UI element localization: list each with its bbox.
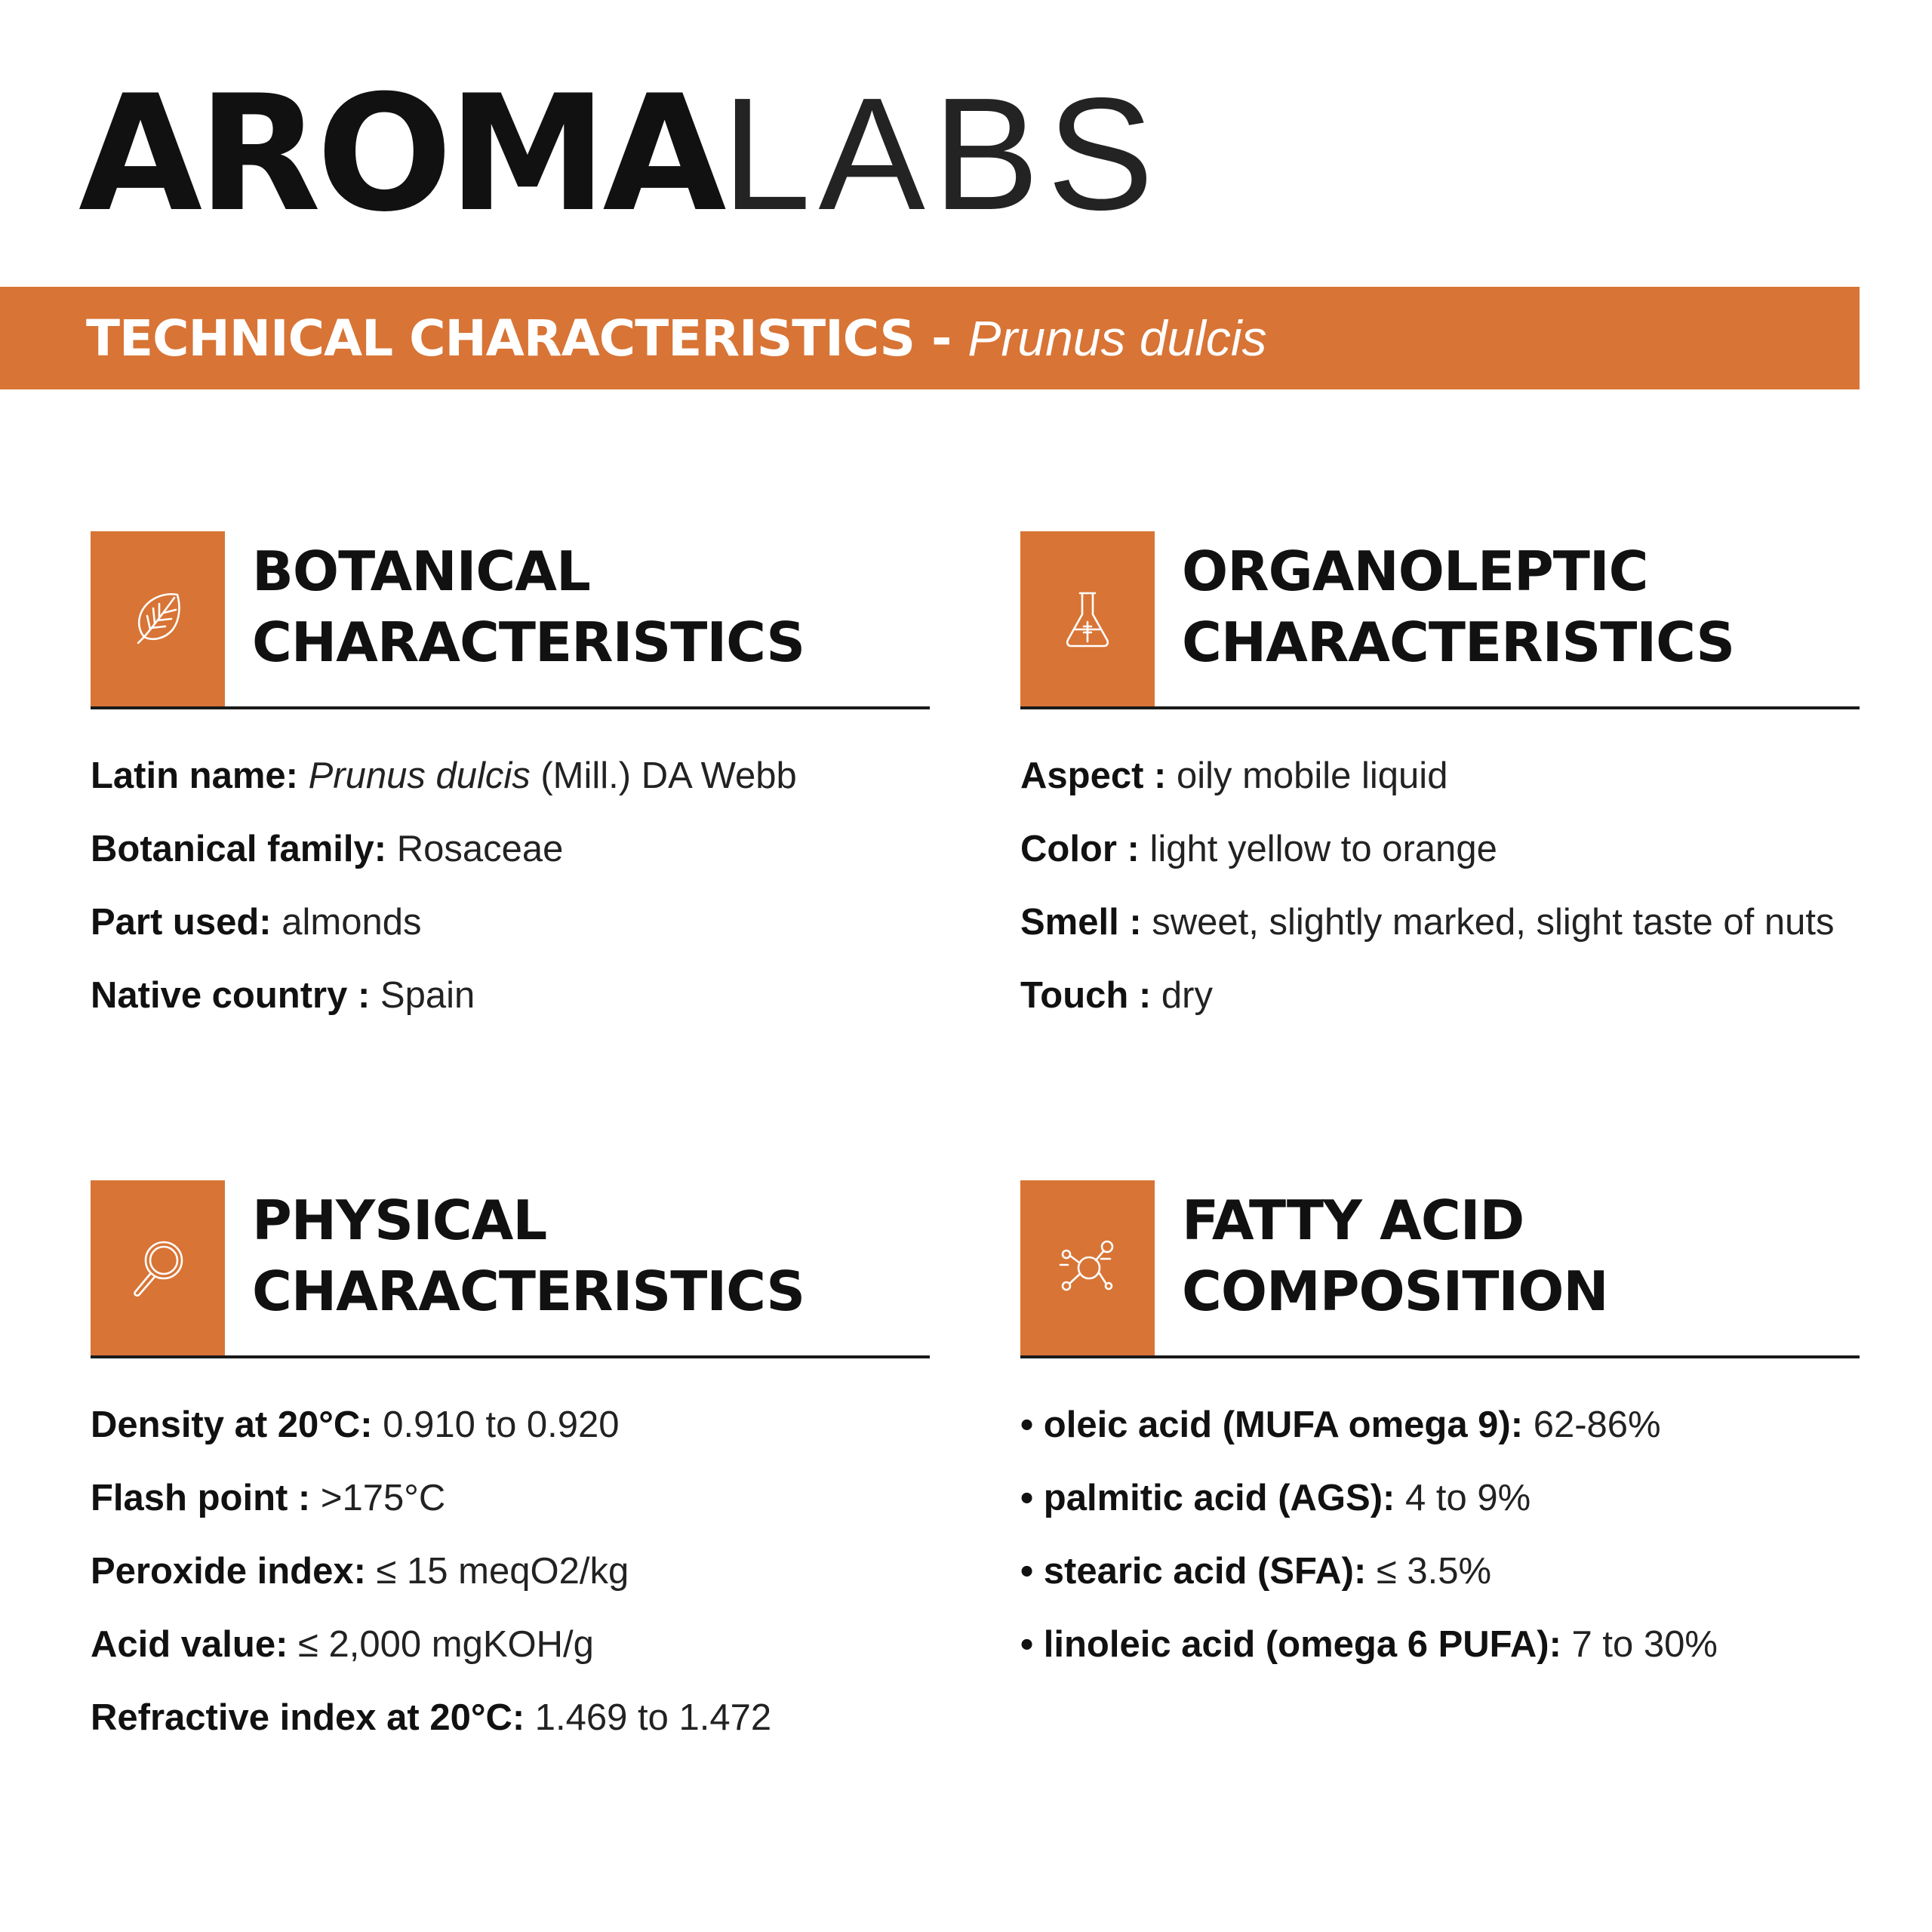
palmitic-acid-label: • palmitic acid (AGS): xyxy=(1020,1478,1405,1518)
title-banner xyxy=(0,287,1860,389)
flash-point-value: >175°C xyxy=(320,1478,446,1518)
refractive-index-value: 1.469 to 1.472 xyxy=(534,1697,772,1738)
botanical-icon-box xyxy=(91,531,225,706)
fatty-acid-rows xyxy=(1020,1389,1860,1681)
flask-icon xyxy=(1057,589,1118,649)
linoleic-acid-value: 7 to 30% xyxy=(1571,1624,1718,1665)
organoleptic-title xyxy=(1182,536,1734,678)
oleic-acid-label: • oleic acid (MUFA omega 9): xyxy=(1020,1404,1534,1445)
botanical-title-line1: BOTANICAL xyxy=(252,540,590,603)
stearic-acid-row xyxy=(1020,1535,1860,1608)
palmitic-acid-value: 4 to 9% xyxy=(1404,1478,1531,1518)
brand-logo-light: LABS xyxy=(721,64,1161,243)
fatty-acid-title xyxy=(1182,1185,1608,1327)
native-country-row xyxy=(91,959,930,1032)
latin-name-label: Latin name: xyxy=(91,755,309,796)
fatty-acid-section xyxy=(1020,1180,1860,1681)
acid-value-row xyxy=(91,1608,930,1681)
botanical-family-value: Rosaceae xyxy=(396,829,564,869)
brand-logo xyxy=(78,60,1161,247)
part-used-value: almonds xyxy=(281,902,422,943)
botanical-rows xyxy=(91,740,930,1032)
organoleptic-icon-box xyxy=(1020,531,1155,706)
aspect-value: oily mobile liquid xyxy=(1176,755,1448,796)
fatty-acid-icon-box xyxy=(1020,1180,1155,1355)
peroxide-index-row xyxy=(91,1535,930,1608)
touch-row xyxy=(1020,959,1860,1032)
botanical-title-line2: CHARACTERISTICS xyxy=(252,611,805,674)
botanical-family-label: Botanical family: xyxy=(91,829,397,869)
smell-label: Smell : xyxy=(1020,902,1152,943)
part-used-row xyxy=(91,886,930,959)
physical-icon-box xyxy=(91,1180,225,1355)
oleic-acid-value: 62-86% xyxy=(1533,1404,1661,1445)
leaf-icon xyxy=(128,589,188,649)
touch-label: Touch : xyxy=(1020,975,1161,1016)
physical-title-line1: PHYSICAL xyxy=(252,1189,547,1252)
organoleptic-title-line1: ORGANOLEPTIC xyxy=(1182,540,1648,603)
botanical-header xyxy=(91,531,930,709)
density-row xyxy=(91,1389,930,1462)
organoleptic-rows xyxy=(1020,740,1860,1032)
density-value: 0.910 to 0.920 xyxy=(383,1404,620,1445)
aspect-row xyxy=(1020,740,1860,813)
physical-header xyxy=(91,1180,930,1358)
fatty-acid-header xyxy=(1020,1180,1860,1358)
organoleptic-section xyxy=(1020,531,1860,1032)
flash-point-label: Flash point : xyxy=(91,1478,321,1518)
botanical-title xyxy=(252,536,804,678)
color-value: light yellow to orange xyxy=(1149,829,1497,869)
linoleic-acid-row xyxy=(1020,1608,1860,1681)
latin-name-italic: Prunus dulcis xyxy=(308,755,531,796)
banner-species: Prunus dulcis xyxy=(968,310,1267,366)
native-country-value: Spain xyxy=(380,975,475,1016)
native-country-label: Native country : xyxy=(91,975,380,1016)
density-label: Density at 20°C: xyxy=(91,1404,383,1445)
smell-value: sweet, slightly marked, slight taste of nuts xyxy=(1152,902,1835,943)
physical-rows xyxy=(91,1389,930,1755)
physical-section xyxy=(91,1180,930,1755)
latin-name-rest: (Mill.) DA Webb xyxy=(530,755,797,796)
fatty-acid-title-line1: FATTY ACID xyxy=(1182,1189,1524,1252)
flash-point-row xyxy=(91,1462,930,1535)
brand-logo-bold: AROMA xyxy=(78,60,722,247)
acid-value-label: Acid value: xyxy=(91,1624,299,1665)
palmitic-acid-row xyxy=(1020,1462,1860,1535)
botanical-family-row xyxy=(91,813,930,886)
part-used-label: Part used: xyxy=(91,902,282,943)
acid-value-value: ≤ 2,000 mgKOH/g xyxy=(298,1624,594,1665)
magnifier-icon xyxy=(128,1238,188,1298)
linoleic-acid-label: • linoleic acid (omega 6 PUFA): xyxy=(1020,1624,1572,1665)
physical-title-line2: CHARACTERISTICS xyxy=(252,1260,805,1323)
latin-name-row xyxy=(91,740,930,813)
smell-row xyxy=(1020,886,1860,959)
oleic-acid-row xyxy=(1020,1389,1860,1462)
molecule-icon xyxy=(1057,1238,1118,1298)
stearic-acid-value: ≤ 3.5% xyxy=(1376,1551,1492,1592)
peroxide-index-label: Peroxide index: xyxy=(91,1551,377,1592)
stearic-acid-label: • stearic acid (SFA): xyxy=(1020,1551,1377,1592)
physical-title xyxy=(252,1185,804,1327)
color-label: Color : xyxy=(1020,829,1150,869)
aspect-label: Aspect : xyxy=(1020,755,1177,796)
organoleptic-title-line2: CHARACTERISTICS xyxy=(1182,611,1735,674)
banner-title xyxy=(86,287,1267,390)
touch-value: dry xyxy=(1161,975,1213,1016)
banner-title-main: TECHNICAL CHARACTERISTICS - xyxy=(86,309,968,368)
color-row xyxy=(1020,813,1860,886)
refractive-index-row xyxy=(91,1681,930,1755)
refractive-index-label: Refractive index at 20°C: xyxy=(91,1697,535,1738)
botanical-section xyxy=(91,531,930,1032)
peroxide-index-value: ≤ 15 meqO2/kg xyxy=(376,1551,629,1592)
organoleptic-header xyxy=(1020,531,1860,709)
fatty-acid-title-line2: COMPOSITION xyxy=(1182,1260,1608,1323)
